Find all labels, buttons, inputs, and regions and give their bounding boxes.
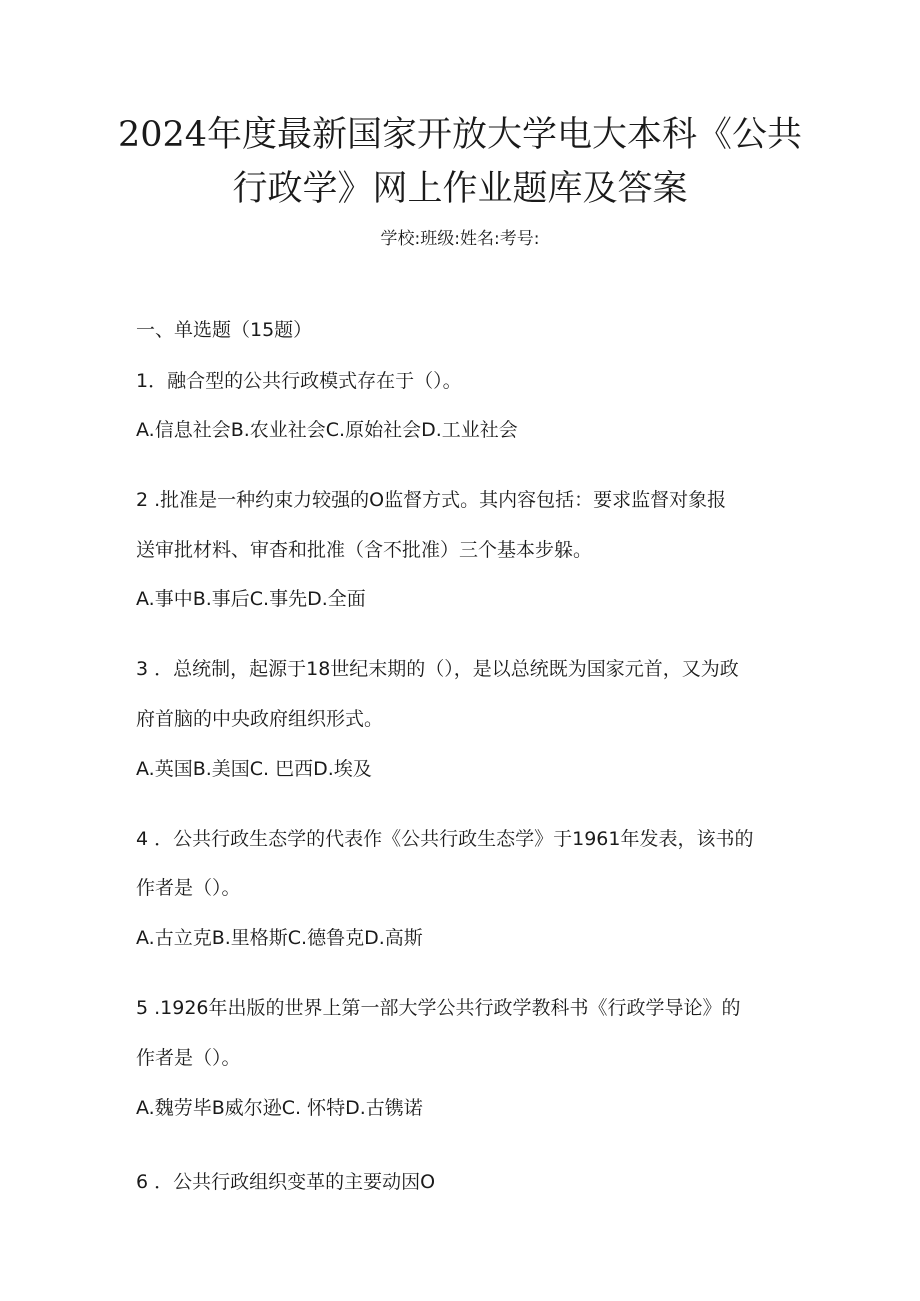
question-5-text-line-2: 作者是（）。	[136, 1047, 241, 1069]
question-2-options: A.事中B.事后C.事先D.全面	[136, 588, 366, 610]
title-line-1: 2024年度最新国家开放大学电大本科《公共	[117, 115, 803, 155]
exam-number-label: 考号:	[499, 229, 540, 249]
question-1-text: 1．融合型的公共行政模式存在于（）。	[136, 370, 462, 392]
section-heading: 一、单选题（15题）	[136, 319, 313, 341]
question-3-text-line-2: 府首脑的中央政府组织形式。	[136, 708, 384, 730]
class-label: 班级:	[420, 229, 460, 249]
question-4-text-line-1: 4 ．公共行政生态学的代表作《公共行政生态学》于1961年发表，该书的	[136, 828, 754, 850]
question-2-text-line-1: 2 .批准是一种约束力较强的O监督方式。其内容包括：要求监督对象报	[136, 489, 727, 511]
question-4-text-line-2: 作者是（）。	[136, 877, 241, 899]
name-label: 姓名:	[460, 229, 500, 249]
question-5-options: A.魏劳毕B威尔逊C. 怀特D.古镌诺	[136, 1097, 423, 1119]
question-2-text-line-2: 送审批材料、审杳和批准（含不批准）三个基本步躲。	[136, 539, 593, 561]
question-3-text-line-1: 3 ．总统制，起源于18世纪末期的（），是以总统既为国家元首，又为政	[136, 658, 739, 680]
school-label: 学校:	[380, 229, 421, 249]
document-title	[100, 108, 820, 216]
title-line-2: 行政学》网上作业题库及答案	[232, 169, 688, 209]
question-1-options: A.信息社会B.农业社会C.原始社会D.工业社会	[136, 419, 518, 441]
question-4-options: A.古立克B.里格斯C.德鲁克D.高斯	[136, 927, 423, 949]
student-info	[100, 229, 820, 249]
question-3-options: A.英国B.美国C. 巴西D.埃及	[136, 758, 372, 780]
question-5-text-line-1: 5 .1926年出版的世界上第一部大学公共行政学教科书《行政学导论》的	[136, 997, 741, 1019]
question-6-text: 6 ．公共行政组织变革的主要动因O	[136, 1171, 436, 1193]
